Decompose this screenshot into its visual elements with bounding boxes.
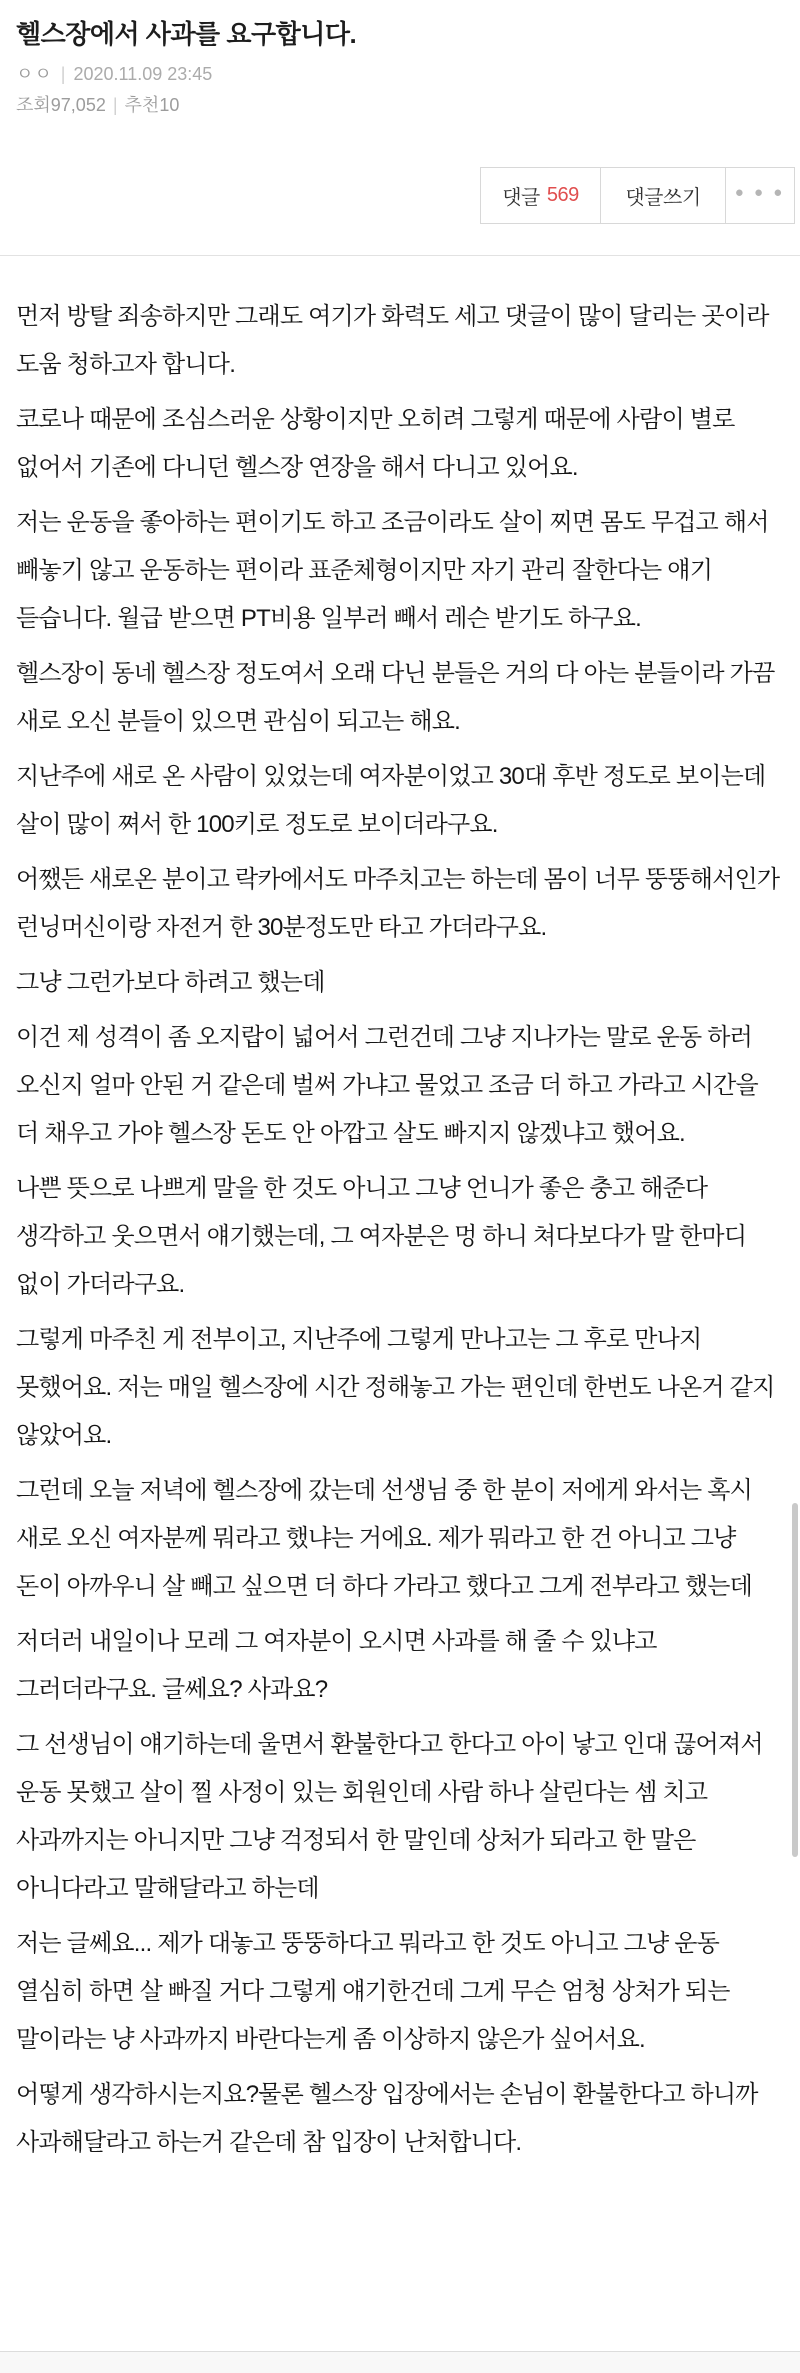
write-comment-button[interactable]: 댓글쓰기 <box>600 167 726 224</box>
body-paragraph: 이건 제 성격이 좀 오지랍이 넓어서 그런건데 그냥 지나가는 말로 운동 하러 오신지 얼마 안된 거 같은데 벌써 가냐고 물었고 조금 더 하고 가라고 시간을 더 채우고 가야 헬스장 돈도 안 아깝고 살도 빠지지 않겠냐고 했어요. <box>16 1024 758 1147</box>
scrollbar-thumb[interactable] <box>792 1503 798 1857</box>
body-paragraph: 저더러 내일이나 모레 그 여자분이 오시면 사과를 해 줄 수 있냐고 그러더라구요. 글쎄요? 사과요? <box>16 1628 657 1703</box>
body-paragraph: 헬스장이 동네 헬스장 정도여서 오래 다닌 분들은 거의 다 아는 분들이라 가끔 새로 오신 분들이 있으면 관심이 되고는 해요. <box>16 660 775 735</box>
post-header <box>0 0 800 116</box>
body-paragraph: 나쁜 뜻으로 나쁘게 말을 한 것도 아니고 그냥 언니가 좋은 충고 해준다 생각하고 웃으면서 얘기했는데, 그 여자분은 멍 하니 쳐다보다가 말 한마디 없이 가더라구요. <box>16 1175 747 1298</box>
more-options-button[interactable] <box>725 167 795 224</box>
body-paragraph: 어떻게 생각하시는지요?물론 헬스장 입장에서는 손님이 환불한다고 하니까 사과해달라고 하는거 같은데 참 입장이 난처합니다. <box>16 2081 758 2156</box>
body-paragraph: 그 선생님이 얘기하는데 울면서 환불한다고 한다고 아이 낳고 인대 끊어져서 운동 못했고 살이 찔 사정이 있는 회원인데 사람 하나 살린다는 셈 치고 사과까지는 아니지만 그냥 걱정되서 한 말인데 상처가 되라고 한 말은 아니다라고 말해달라고 하는데 <box>16 1731 763 1902</box>
comments-button[interactable] <box>480 167 601 224</box>
like-count: 추천 10 <box>124 95 180 115</box>
meta-separator: | <box>60 64 66 84</box>
body-paragraph: 먼저 방탈 죄송하지만 그래도 여기가 화력도 세고 댓글이 많이 달리는 곳이라 도움 청하고자 합니다. <box>16 303 769 378</box>
author-name: ㅇㅇ <box>16 64 53 84</box>
body-paragraph: 지난주에 새로 온 사람이 있었는데 여자분이었고 30대 후반 정도로 보이는데 살이 많이 쪄서 한 100키로 정도로 보이더라구요. <box>16 763 766 838</box>
ellipsis-icon: ● ● ● <box>734 184 786 201</box>
post-toolbar <box>0 167 800 224</box>
comments-button-label: 댓글 <box>502 187 540 209</box>
body-paragraph: 코로나 때문에 조심스러운 상황이지만 오히려 그렇게 때문에 사람이 별로 없어서 기존에 다니던 헬스장 연장을 해서 다니고 있어요. <box>16 406 735 481</box>
view-count: 조회 97,052 <box>16 95 106 115</box>
body-paragraph: 그냥 그런가보다 하려고 했는데 <box>16 969 325 996</box>
comments-count-badge: 569 <box>546 184 579 206</box>
stats-separator: | <box>112 95 118 115</box>
stats-row <box>16 94 784 116</box>
body-paragraph: 그렇게 마주친 게 전부이고, 지난주에 그렇게 만나고는 그 후로 만나지 못했어요. 저는 매일 헬스장에 시간 정해놓고 가는 편인데 한번도 나온거 같지 않았어요. <box>16 1326 775 1449</box>
page-title: 헬스장에서 사과를 요구합니다. <box>16 19 357 49</box>
post-date: 2020.11.09 23:45 <box>73 64 213 84</box>
comments-section-top <box>0 2352 800 2373</box>
body-paragraph: 어쨌든 새로온 분이고 락카에서도 마주치고는 하는데 몸이 너무 뚱뚱해서인가 런닝머신이랑 자전거 한 30분정도만 타고 가더라구요. <box>16 866 780 941</box>
body-paragraph: 저는 글쎄요... 제가 대놓고 뚱뚱하다고 뭐라고 한 것도 아니고 그냥 운동 열심히 하면 살 빠질 거다 그렇게 얘기한건데 그게 무슨 엄청 상처가 되는 말이라는 냥 사과까지 바란다는게 좀 이상하지 않은가 싶어서요. <box>16 1930 730 2053</box>
body-paragraph: 그런데 오늘 저녁에 헬스장에 갔는데 선생님 중 한 분이 저에게 와서는 혹시 새로 오신 여자분께 뭐라고 했냐는 거에요. 제가 뭐라고 한 건 아니고 그냥 돈이 아까우니 살 빼고 싶으면 더 하다 가라고 했다고 그게 전부라고 했는데 <box>16 1477 753 1600</box>
author-row <box>16 63 784 85</box>
post-body <box>0 256 800 2203</box>
page-footer <box>0 2351 800 2373</box>
body-paragraph: 저는 운동을 좋아하는 편이기도 하고 조금이라도 살이 찌면 몸도 무겁고 해서 빼놓기 않고 운동하는 편이라 표준체형이지만 자기 관리 잘한다는 얘기 듣습니다. 월급 받으면 PT비용 일부러 빼서 레슨 받기도 하구요. <box>16 509 769 632</box>
